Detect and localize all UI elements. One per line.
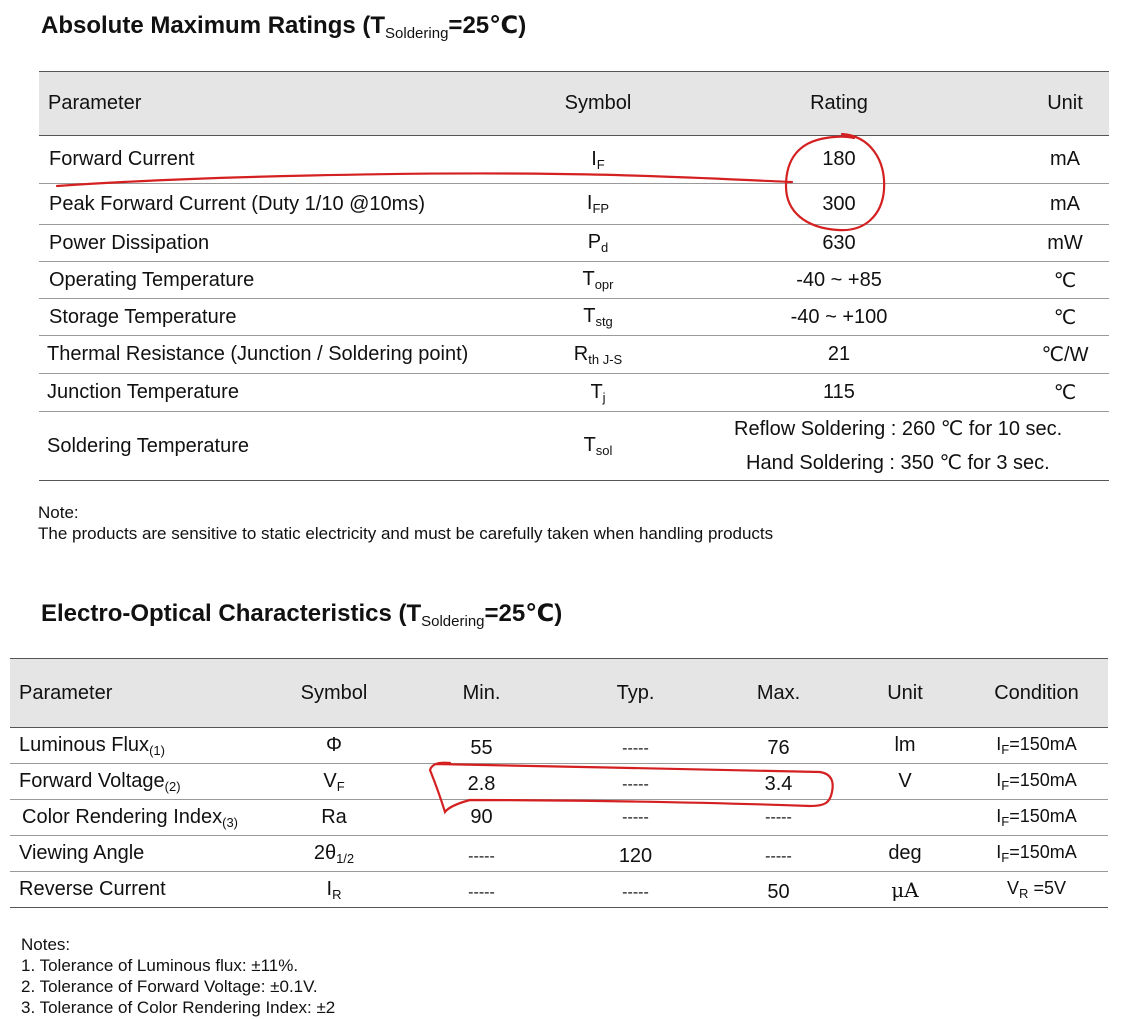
cell-symbol: $T_{stg}$: [583, 305, 613, 329]
cell-rating: -40 ~ +85: [796, 268, 882, 291]
cell-rating: 630: [822, 231, 856, 254]
table-row: [39, 262, 1109, 299]
title-tail: =25℃): [484, 600, 563, 627]
title-subscript: Soldering: [385, 25, 449, 42]
table-row: [39, 299, 1109, 336]
cell-symbol: $R_{th J-S}$: [573, 342, 623, 367]
cell-parameter: Color Rendering Index$_{(3)}$: [22, 805, 239, 830]
table-row: [10, 728, 1108, 764]
table-row: [39, 136, 1109, 184]
header-min: Min.: [462, 681, 501, 704]
cell-typ: -----: [622, 808, 649, 826]
table-header-row: [39, 72, 1109, 136]
table-row: [10, 800, 1108, 836]
cell-unit: μA: [891, 877, 919, 902]
cell-typ: 120: [618, 845, 653, 867]
cell-symbol: $2\theta_{1/2}$: [313, 841, 355, 866]
cell-min: -----: [468, 883, 495, 901]
cell-symbol: $V_F$: [323, 769, 345, 794]
cell-condition: $I_F=150mA$: [996, 770, 1077, 793]
cell-condition: $I_F=150mA$: [996, 806, 1077, 829]
cell-parameter: Power Dissipation: [49, 231, 210, 254]
cell-max: 50: [767, 881, 790, 903]
note-item: 2. Tolerance of Forward Voltage: ±0.1V.: [21, 977, 318, 996]
header-condition: Condition: [994, 681, 1079, 704]
notes-label: Notes:: [21, 935, 71, 954]
header-unit: Unit: [1047, 92, 1083, 114]
cell-parameter: Peak Forward Current (Duty 1/10 @10ms): [49, 192, 425, 215]
cell-unit: mA: [1050, 148, 1080, 170]
cell-symbol: $T_{opr}$: [582, 268, 614, 292]
cell-unit: V: [898, 770, 912, 792]
cell-symbol: $I_R$: [326, 877, 342, 902]
cell-unit: deg: [888, 842, 922, 864]
cell-condition: $V_R =5V$: [1007, 878, 1066, 901]
cell-rating: -40 ~ +100: [790, 305, 888, 328]
cell-unit: mA: [1050, 192, 1080, 215]
cell-symbol: Ra: [321, 805, 347, 828]
cell-unit: ℃: [1053, 269, 1077, 292]
cell-parameter: Soldering Temperature: [47, 434, 249, 457]
section-title-absolute-maximum-ratings: [41, 11, 526, 42]
section-title-electro-optical: [41, 599, 562, 630]
table-row: [10, 764, 1108, 800]
cell-unit: mW: [1047, 231, 1083, 254]
cell-unit: [845, 800, 965, 836]
cell-rating: 180: [822, 148, 856, 170]
cell-rating: 21: [827, 343, 851, 365]
tolerance-notes: [21, 934, 335, 1018]
table-row: [10, 872, 1108, 908]
cell-symbol: Φ: [326, 733, 342, 756]
cell-parameter: Forward Current: [49, 148, 195, 170]
cell-condition: $I_F=150mA$: [996, 842, 1077, 865]
cell-rating: 115: [823, 381, 855, 403]
cell-min: -----: [468, 847, 495, 865]
header-typ: Typ.: [616, 681, 655, 704]
absolute-maximum-ratings-table: [39, 71, 1109, 481]
note-item: 1. Tolerance of Luminous flux: ±11%.: [21, 956, 299, 975]
note-text: The products are sensitive to static electricity and must be carefully taken when handling products: [38, 524, 774, 543]
cell-symbol: $I_{FP}$: [586, 192, 610, 216]
header-parameter: Parameter: [19, 681, 113, 704]
cell-condition: $I_F=150mA$: [996, 734, 1077, 757]
title-tail: =25℃): [448, 12, 527, 39]
cell-parameter: Operating Temperature: [49, 268, 255, 291]
header-unit: Unit: [887, 681, 923, 704]
note-label: Note:: [38, 503, 79, 522]
cell-unit: lm: [894, 734, 916, 756]
cell-parameter: Junction Temperature: [47, 381, 239, 403]
note-item: 3. Tolerance of Color Rendering Index: ±2: [21, 998, 336, 1017]
header-rating: Rating: [810, 92, 868, 114]
reflow-soldering-text: Reflow Soldering : 260 ℃ for 10 sec.: [734, 418, 1063, 440]
cell-max: 76: [767, 737, 790, 759]
cell-min: 2.8: [467, 773, 496, 795]
cell-max: -----: [765, 808, 792, 826]
cell-rating: [657, 412, 1109, 481]
cell-parameter: Thermal Resistance (Junction / Soldering point): [47, 343, 469, 365]
header-symbol: Symbol: [564, 92, 632, 114]
title-text: Absolute Maximum Ratings (T: [41, 12, 386, 39]
table-row: [39, 412, 1109, 481]
cell-typ: -----: [622, 883, 649, 901]
cell-parameter: Viewing Angle: [19, 841, 145, 864]
cell-rating: 300: [822, 192, 856, 215]
cell-min: 55: [470, 737, 493, 759]
table-row: [39, 374, 1109, 412]
hand-soldering-text: Hand Soldering : 350 ℃ for 3 sec.: [746, 452, 1050, 474]
title-text: Electro-Optical Characteristics (T: [41, 600, 422, 627]
cell-symbol: $P_d$: [587, 231, 609, 255]
cell-symbol: $T_{sol}$: [583, 434, 613, 458]
cell-unit: ℃: [1053, 306, 1077, 329]
electro-optical-table: [10, 658, 1108, 908]
title-subscript: Soldering: [421, 613, 485, 630]
cell-typ: -----: [622, 775, 649, 793]
cell-max: 3.4: [764, 773, 793, 795]
cell-symbol: $T_j$: [590, 380, 606, 405]
table-row: [39, 336, 1109, 374]
cell-max: -----: [765, 847, 792, 865]
cell-typ: -----: [622, 739, 649, 757]
cell-unit: ℃: [1053, 382, 1077, 404]
cell-parameter: Reverse Current: [19, 877, 166, 900]
header-max: Max.: [756, 681, 801, 704]
table-row: [39, 225, 1109, 262]
cell-parameter: Storage Temperature: [49, 305, 237, 328]
header-symbol: Symbol: [300, 681, 368, 704]
cell-symbol: $I_F$: [591, 147, 605, 172]
cell-min: 90: [470, 806, 493, 828]
cell-parameter: Luminous Flux$_{(1)}$: [19, 733, 165, 758]
static-note: [38, 502, 773, 544]
cell-unit: ℃/W: [1041, 344, 1089, 366]
table-header-row: [10, 659, 1108, 728]
table-row: [10, 836, 1108, 872]
header-parameter: Parameter: [48, 92, 142, 114]
cell-parameter: Forward Voltage$_{(2)}$: [19, 769, 181, 794]
table-row: [39, 184, 1109, 225]
